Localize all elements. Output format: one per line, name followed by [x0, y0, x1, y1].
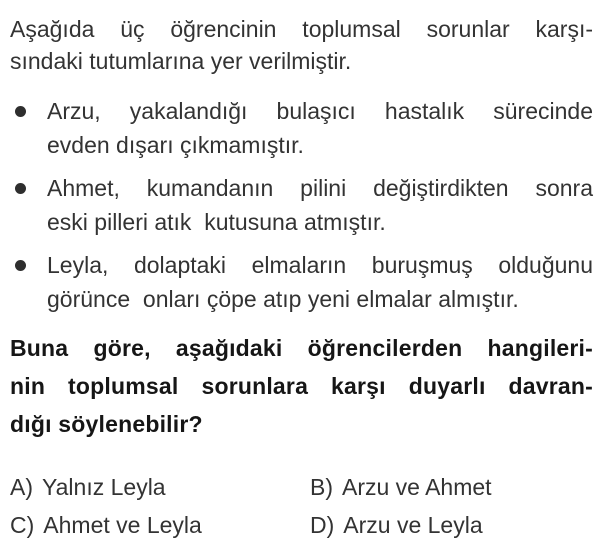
bullet-text-arzu — [47, 94, 593, 162]
stem-line-3: dığı söylenebilir? — [10, 411, 203, 437]
bullet-text-leyla — [47, 248, 593, 316]
option-d[interactable] — [310, 509, 593, 542]
option-c-letter: C) — [10, 512, 35, 538]
intro-line-1: Aşağıda üç öğrencinin toplumsal sorunlar karşı- — [10, 16, 593, 42]
bullet-leyla-line-2: görünce onları çöpe atıp yeni elmalar almıştır. — [47, 286, 519, 312]
bullet-ahmet-line-1: Ahmet, kumandanın pilini değiştirdikten sonra — [47, 175, 593, 201]
option-d-letter: D) — [310, 512, 335, 538]
bullet-icon — [15, 106, 26, 117]
bullet-text-ahmet — [47, 171, 593, 239]
stem-line-2: nin toplumsal sorunlara karşı duyarlı davran- — [10, 373, 593, 399]
options-grid — [10, 471, 593, 542]
option-c-text: Ahmet ve Leyla — [43, 512, 202, 538]
stem-line-1: Buna göre, aşağıdaki öğrencilerden hangileri- — [10, 335, 593, 361]
bullet-icon — [15, 260, 26, 271]
question-stem — [10, 329, 593, 443]
option-a-letter: A) — [10, 474, 33, 500]
bullet-item-leyla — [10, 248, 593, 316]
option-a-text: Yalnız Leyla — [42, 474, 166, 500]
bullet-item-ahmet — [10, 171, 593, 239]
bullet-item-arzu — [10, 94, 593, 162]
option-b-letter: B) — [310, 474, 333, 500]
option-b-text: Arzu ve Ahmet — [342, 474, 492, 500]
question-intro — [10, 13, 593, 77]
bullet-leyla-line-1: Leyla, dolaptaki elmaların buruşmuş olduğunu — [47, 252, 593, 278]
bullet-arzu-line-2: evden dışarı çıkmamıştır. — [47, 132, 304, 158]
option-c[interactable] — [10, 509, 310, 542]
option-a[interactable] — [10, 471, 310, 504]
bullet-icon — [15, 183, 26, 194]
bullet-arzu-line-1: Arzu, yakalandığı bulaşıcı hastalık sürecinde — [47, 98, 593, 124]
bullet-ahmet-line-2: eski pilleri atık kutusuna atmıştır. — [47, 209, 386, 235]
bullet-list — [10, 94, 593, 316]
option-d-text: Arzu ve Leyla — [343, 512, 483, 538]
intro-line-2: sındaki tutumlarına yer verilmiştir. — [10, 48, 352, 74]
option-b[interactable] — [310, 471, 593, 504]
